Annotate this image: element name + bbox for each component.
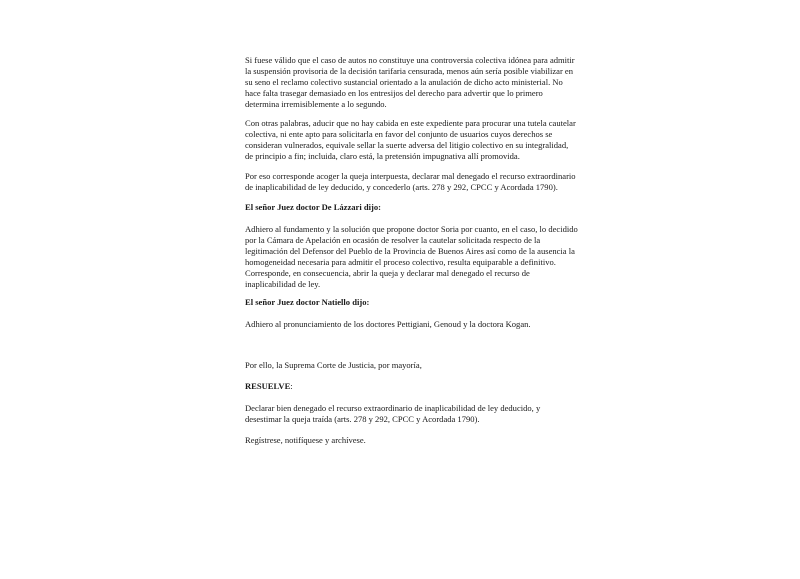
text-line: Declarar bien denegado el recurso extraordinario de inaplicabilidad de ley deducido, y xyxy=(245,403,541,413)
resuelve-label: RESUELVE xyxy=(245,381,291,391)
text-line: Corresponde, en consecuencia, abrir la queja y declarar mal denegado el recurso de xyxy=(245,267,530,278)
text-line: colectiva, ni ente apto para solicitarla en favor del conjunto de usuarios cuyos derechos se xyxy=(245,128,553,139)
text-line: por la Cámara de Apelación en ocasión de resolver la cautelar solicitada respecto de la xyxy=(245,234,541,245)
heading-judge-natiello xyxy=(245,297,369,308)
text-line: consideran vulnerados, equivale sellar la suerte adversa del litigio colectivo en su integralidad, xyxy=(245,139,569,150)
text-line: Si fuese válido que el caso de autos no constituye una controversia colectiva idónea para admitir xyxy=(245,55,575,65)
paragraph-register xyxy=(245,435,366,446)
paragraph-supreme-court xyxy=(245,360,422,371)
text-line: homogeneidad necesaria para admitir el proceso colectivo, resulta equiparable a definitivo. xyxy=(245,256,556,267)
text-line: legitimación del Defensor del Pueblo de la Provincia de Buenos Aires así como de la ausencia la xyxy=(245,245,575,256)
paragraph-lazzari-opinion xyxy=(245,224,578,289)
paragraph-collective-controversy xyxy=(245,55,575,110)
text-line: inaplicabilidad de ley. xyxy=(245,278,321,289)
text-line: hace falta trasegar demasiado en los entresijos del derecho para advertir que lo primero xyxy=(245,87,543,98)
paragraph-other-words xyxy=(245,118,576,162)
resuelve-line xyxy=(245,381,293,392)
paragraph-resolution xyxy=(245,403,540,425)
heading-judge-de-lazzari xyxy=(245,202,381,213)
text-line: Por ello, la Suprema Corte de Justicia, por mayoría, xyxy=(245,360,422,370)
heading-resuelve xyxy=(245,381,293,392)
paragraph-natiello-opinion xyxy=(245,319,531,330)
text-line: Con otras palabras, aducir que no hay cabida en este expediente para procurar una tutela cautelar xyxy=(245,118,576,128)
text-line: Adhiero al fundamento y la solución que propone doctor Soria por cuanto, en el caso, lo decidido xyxy=(245,224,578,234)
resuelve-colon: : xyxy=(290,381,293,391)
paragraph-accept-complaint xyxy=(245,171,576,193)
text-line: de inaplicabilidad de ley deducido, y concederlo (arts. 278 y 292, CPCC y Acordada 1790). xyxy=(245,181,558,192)
text-line: desestimar la queja traída (arts. 278 y 292, CPCC y Acordada 1790). xyxy=(245,413,480,424)
heading-text: El señor Juez doctor Natiello dijo: xyxy=(245,297,370,307)
text-line: Por eso corresponde acoger la queja interpuesta, declarar mal denegado el recurso extraordinario xyxy=(245,171,576,181)
text-line: Regístrese, notifíquese y archívese. xyxy=(245,435,366,445)
heading-text: El señor Juez doctor De Lázzari dijo: xyxy=(245,202,381,212)
text-line: Adhiero al pronunciamiento de los doctores Pettigiani, Genoud y la doctora Kogan. xyxy=(245,319,531,329)
text-line: determina irremisiblemente a lo segundo. xyxy=(245,98,387,109)
text-line: su seno el reclamo colectivo sustancial orientado a la anulación de dicho acto ministerial. No xyxy=(245,76,563,87)
text-line: la suspensión provisoria de la decisión tarifaria censurada, menos aún sería posible viabilizar en xyxy=(245,65,573,76)
text-line: de principio a fin; incluida, claro está, la pretensión impugnativa allí promovida. xyxy=(245,150,520,161)
